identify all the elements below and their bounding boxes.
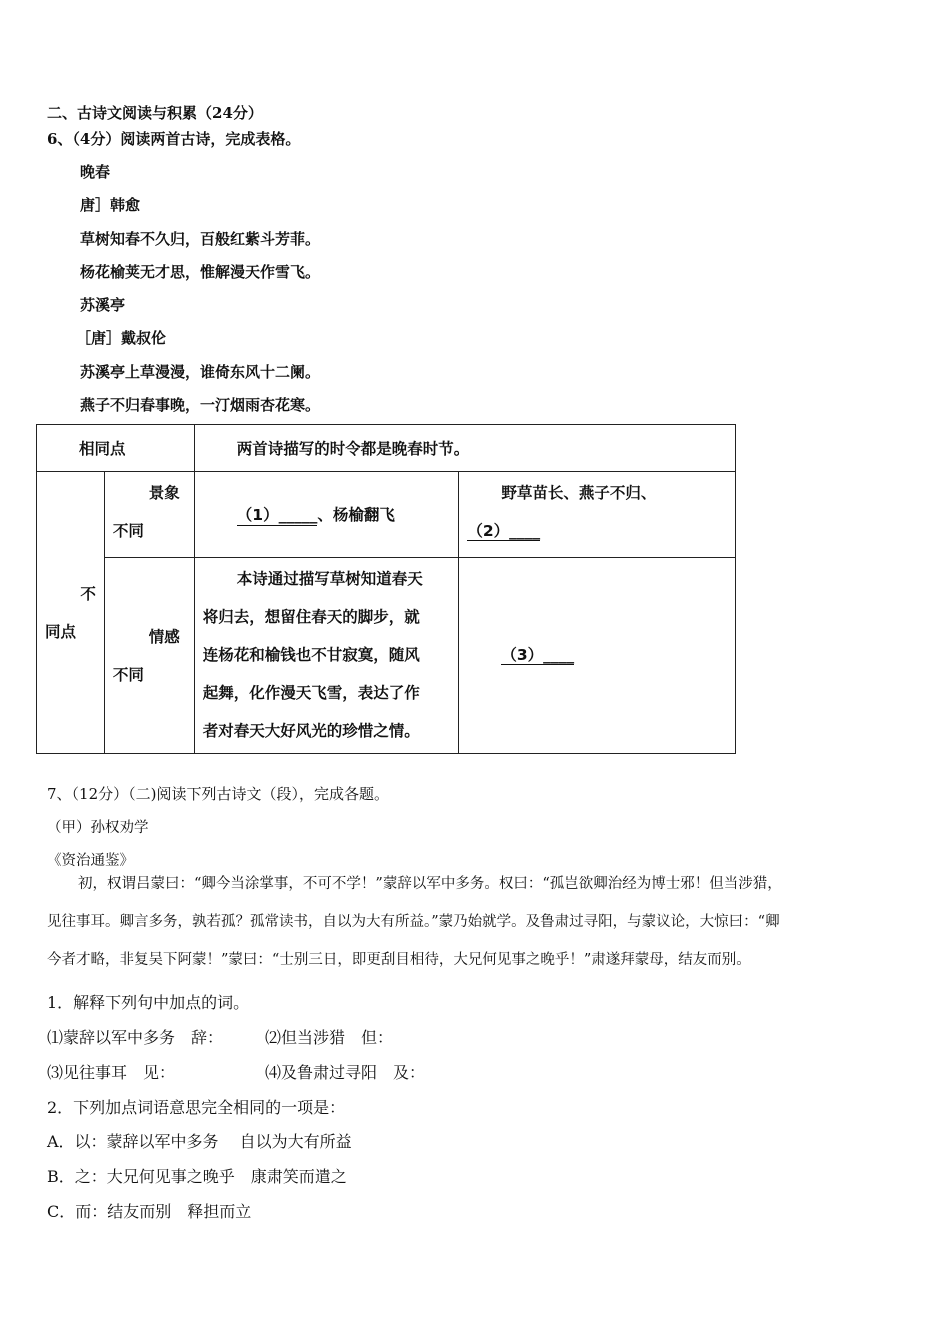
same-value: 两首诗描写的时令都是晚春时节。 [236,440,470,458]
scene-poem1-text: 、杨榆翻飞 [317,506,395,525]
poem2-author: ［唐］戴叔伦 [76,329,167,347]
sub1-item-4: ⑷及鲁肃过寻阳 及： [265,1063,426,1082]
passage-source: 《资治通鉴》 [47,853,134,869]
table-row-emotion [37,558,736,754]
sub1-item-1: ⑴蒙辞以军中多务 辞： [47,1028,224,1047]
poem1-author: 唐］韩愈 [80,196,141,214]
emotion-poem1-line: 者对春天大好风光的珍惜之情。 [202,722,420,740]
blank-2[interactable]: （2）____ [467,522,541,540]
scene-poem2-text: 野草苗长、燕子不归、 [501,484,657,502]
passage-title: （甲）孙权劝学 [47,820,149,836]
same-label-cell [37,425,195,472]
poem1-line-1: 草树知春不久归，百般红紫斗芳菲。 [80,230,321,248]
passage-line-1: 初，权谓吕蒙曰：“卿今当涂掌事，不可不学！”蒙辞以军中多务。权曰：“孤岂欲卿治经为博士邪！但当涉猎， [78,876,782,892]
scene-label-2: 不同 [112,522,144,540]
option-c[interactable]: C．而：结友而别 释担而立 [47,1202,252,1221]
emotion-poem1-line: 将归去，想留住春天的脚步，就 [202,608,420,626]
blank-1[interactable]: （1）_____ [236,506,318,525]
emotion-poem1-line: 连杨花和榆钱也不甘寂寞，随风 [202,646,420,664]
scene-poem1-cell [194,472,459,558]
diff-label-1: 不 [80,584,96,603]
diff-label-cell [37,472,105,754]
scene-label-1: 景象 [148,484,180,502]
table-row-scene [37,472,736,558]
sub1-item-3: ⑶见往事耳 见： [47,1063,176,1082]
table-row-same [37,425,736,472]
passage-line-3: 今者才略，非复吴下阿蒙！”蒙曰：“士别三日，即更刮目相待，大兄何见事之晚乎！”肃遂拜蒙母，结友而别。 [47,952,751,968]
poem2-line-1: 苏溪亭上草漫漫，谁倚东风十二阑。 [80,363,321,381]
sub1-stem: 1．解释下列句中加点的词。 [47,993,250,1012]
diff-label-2: 同点 [45,622,77,641]
q7-stem: 7、（12分）（二)阅读下列古诗文（段），完成各题。 [47,785,389,803]
poem1-title: 晚春 [80,163,111,181]
section-title: 二、古诗文阅读与积累（24分） [47,104,263,122]
sub1-item-2: ⑵但当涉猎 但： [265,1028,394,1047]
option-b[interactable]: B．之：大兄何见事之晚乎 康肃笑而遣之 [47,1167,347,1186]
emotion-poem1-line: 本诗通过描写草树知道春天 [236,570,423,588]
same-label: 相同点 [79,440,126,458]
poem2-line-2: 燕子不归春事晚，一汀烟雨杏花寒。 [80,396,321,414]
poem1-line-2: 杨花榆荚无才思，惟解漫天作雪飞。 [80,263,321,281]
emotion-label-2: 不同 [112,665,144,684]
emotion-poem2-cell [459,558,736,754]
emotion-label-1: 情感 [148,627,180,646]
scene-poem2-cell [459,472,736,558]
comparison-table [36,424,736,754]
same-value-cell [194,425,735,472]
q6-stem: 6、（4分）阅读两首古诗，完成表格。 [47,130,301,148]
emotion-label-cell [104,558,194,754]
option-a[interactable]: A．以：蒙辞以军中多务 自以为大有所益 [47,1132,352,1151]
poem2-title: 苏溪亭 [80,296,126,314]
passage-line-2: 见往事耳。卿言多务，孰若孤？孤常读书，自以为大有所益。”蒙乃始就学。及鲁肃过寻阳，与蒙议论，大惊曰：“卿 [47,914,780,930]
sub2-stem: 2．下列加点词语意思完全相同的一项是： [47,1098,346,1117]
emotion-poem1-cell [194,558,459,754]
blank-3[interactable]: （3）____ [501,645,575,664]
scene-label-cell [104,472,194,558]
emotion-poem1-line: 起舞，化作漫天飞雪，表达了作 [202,684,420,702]
